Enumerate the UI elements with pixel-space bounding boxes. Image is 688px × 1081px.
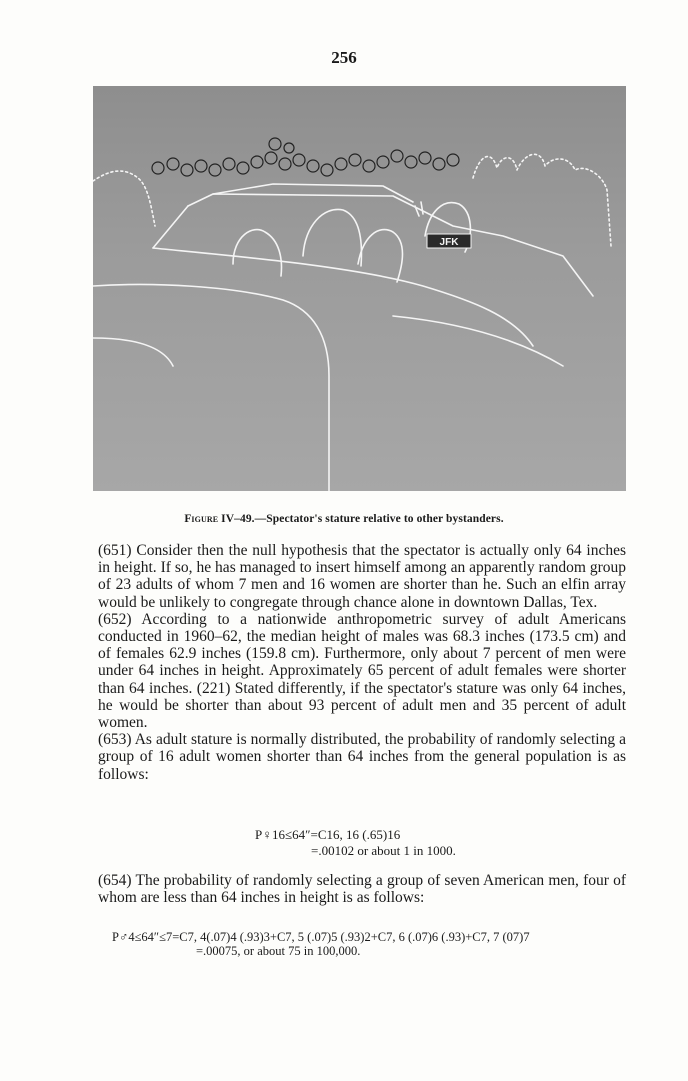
jfk-plate-label: JFK: [439, 237, 459, 248]
formula-men: [112, 930, 530, 958]
formula-men-line-2: =.00075, or about 75 in 100,000.: [196, 944, 361, 958]
formula-women-line-1: P♀16≤64″=C16, 16 (.65)16: [255, 827, 401, 842]
formula-women: [255, 827, 456, 859]
figure-caption-label: Figure IV–49.: [184, 513, 255, 525]
motorcade-drawing: [93, 86, 626, 491]
formula-women-line-2: =.00102 or about 1 in 1000.: [311, 843, 456, 858]
paragraph-654: (654) The probability of randomly selecting a group of seven American men, four of whom are less than 64 inches in height is as follows:: [98, 872, 626, 907]
figure-caption: [0, 513, 688, 525]
body-text-block-2: [98, 872, 626, 906]
figure-caption-text: —Spectator's stature relative to other bystanders.: [254, 513, 504, 525]
page-number: 256: [331, 48, 357, 67]
paragraph-652: (652) According to a nationwide anthropometric survey of adult Americans conducted in 1960–62, the median height of males was 68.3 inches (173.5 cm) and of females 62.9 inches (159.8 cm). Furthermore, only about 7 percent of men were under 64 inches in height. Approximately 65 percent of adult females were shorter than 64 inches. (221) Stated differently, if the spectator's stature was only 64 inches, he would be shorter than about 93 percent of adult men and 35 percent of adult women.: [98, 610, 626, 732]
body-text-block: [98, 542, 626, 783]
motorcade-illustration: [93, 86, 626, 491]
paragraph-651: (651) Consider then the null hypothesis that the spectator is actually only 64 inches in height. If so, he has managed to insert himself among an apparently random group of 23 adults of whom 7 men and 16 women are shorter than he. Such an elfin array would be unlikely to congregate through chance alone in downtown Dallas, Tex.: [98, 542, 626, 611]
formula-men-line-1: P♂4≤64″≤7=C7, 4(.07)4 (.93)3+C7, 5 (.07)5 (.93)2+C7, 6 (.07)6 (.93)+C7, 7 (07)7: [112, 930, 530, 944]
paragraph-653: (653) As adult stature is normally distributed, the probability of randomly selecting a group of 16 adult women shorter than 64 inches from the general population is as follows:: [98, 731, 626, 783]
